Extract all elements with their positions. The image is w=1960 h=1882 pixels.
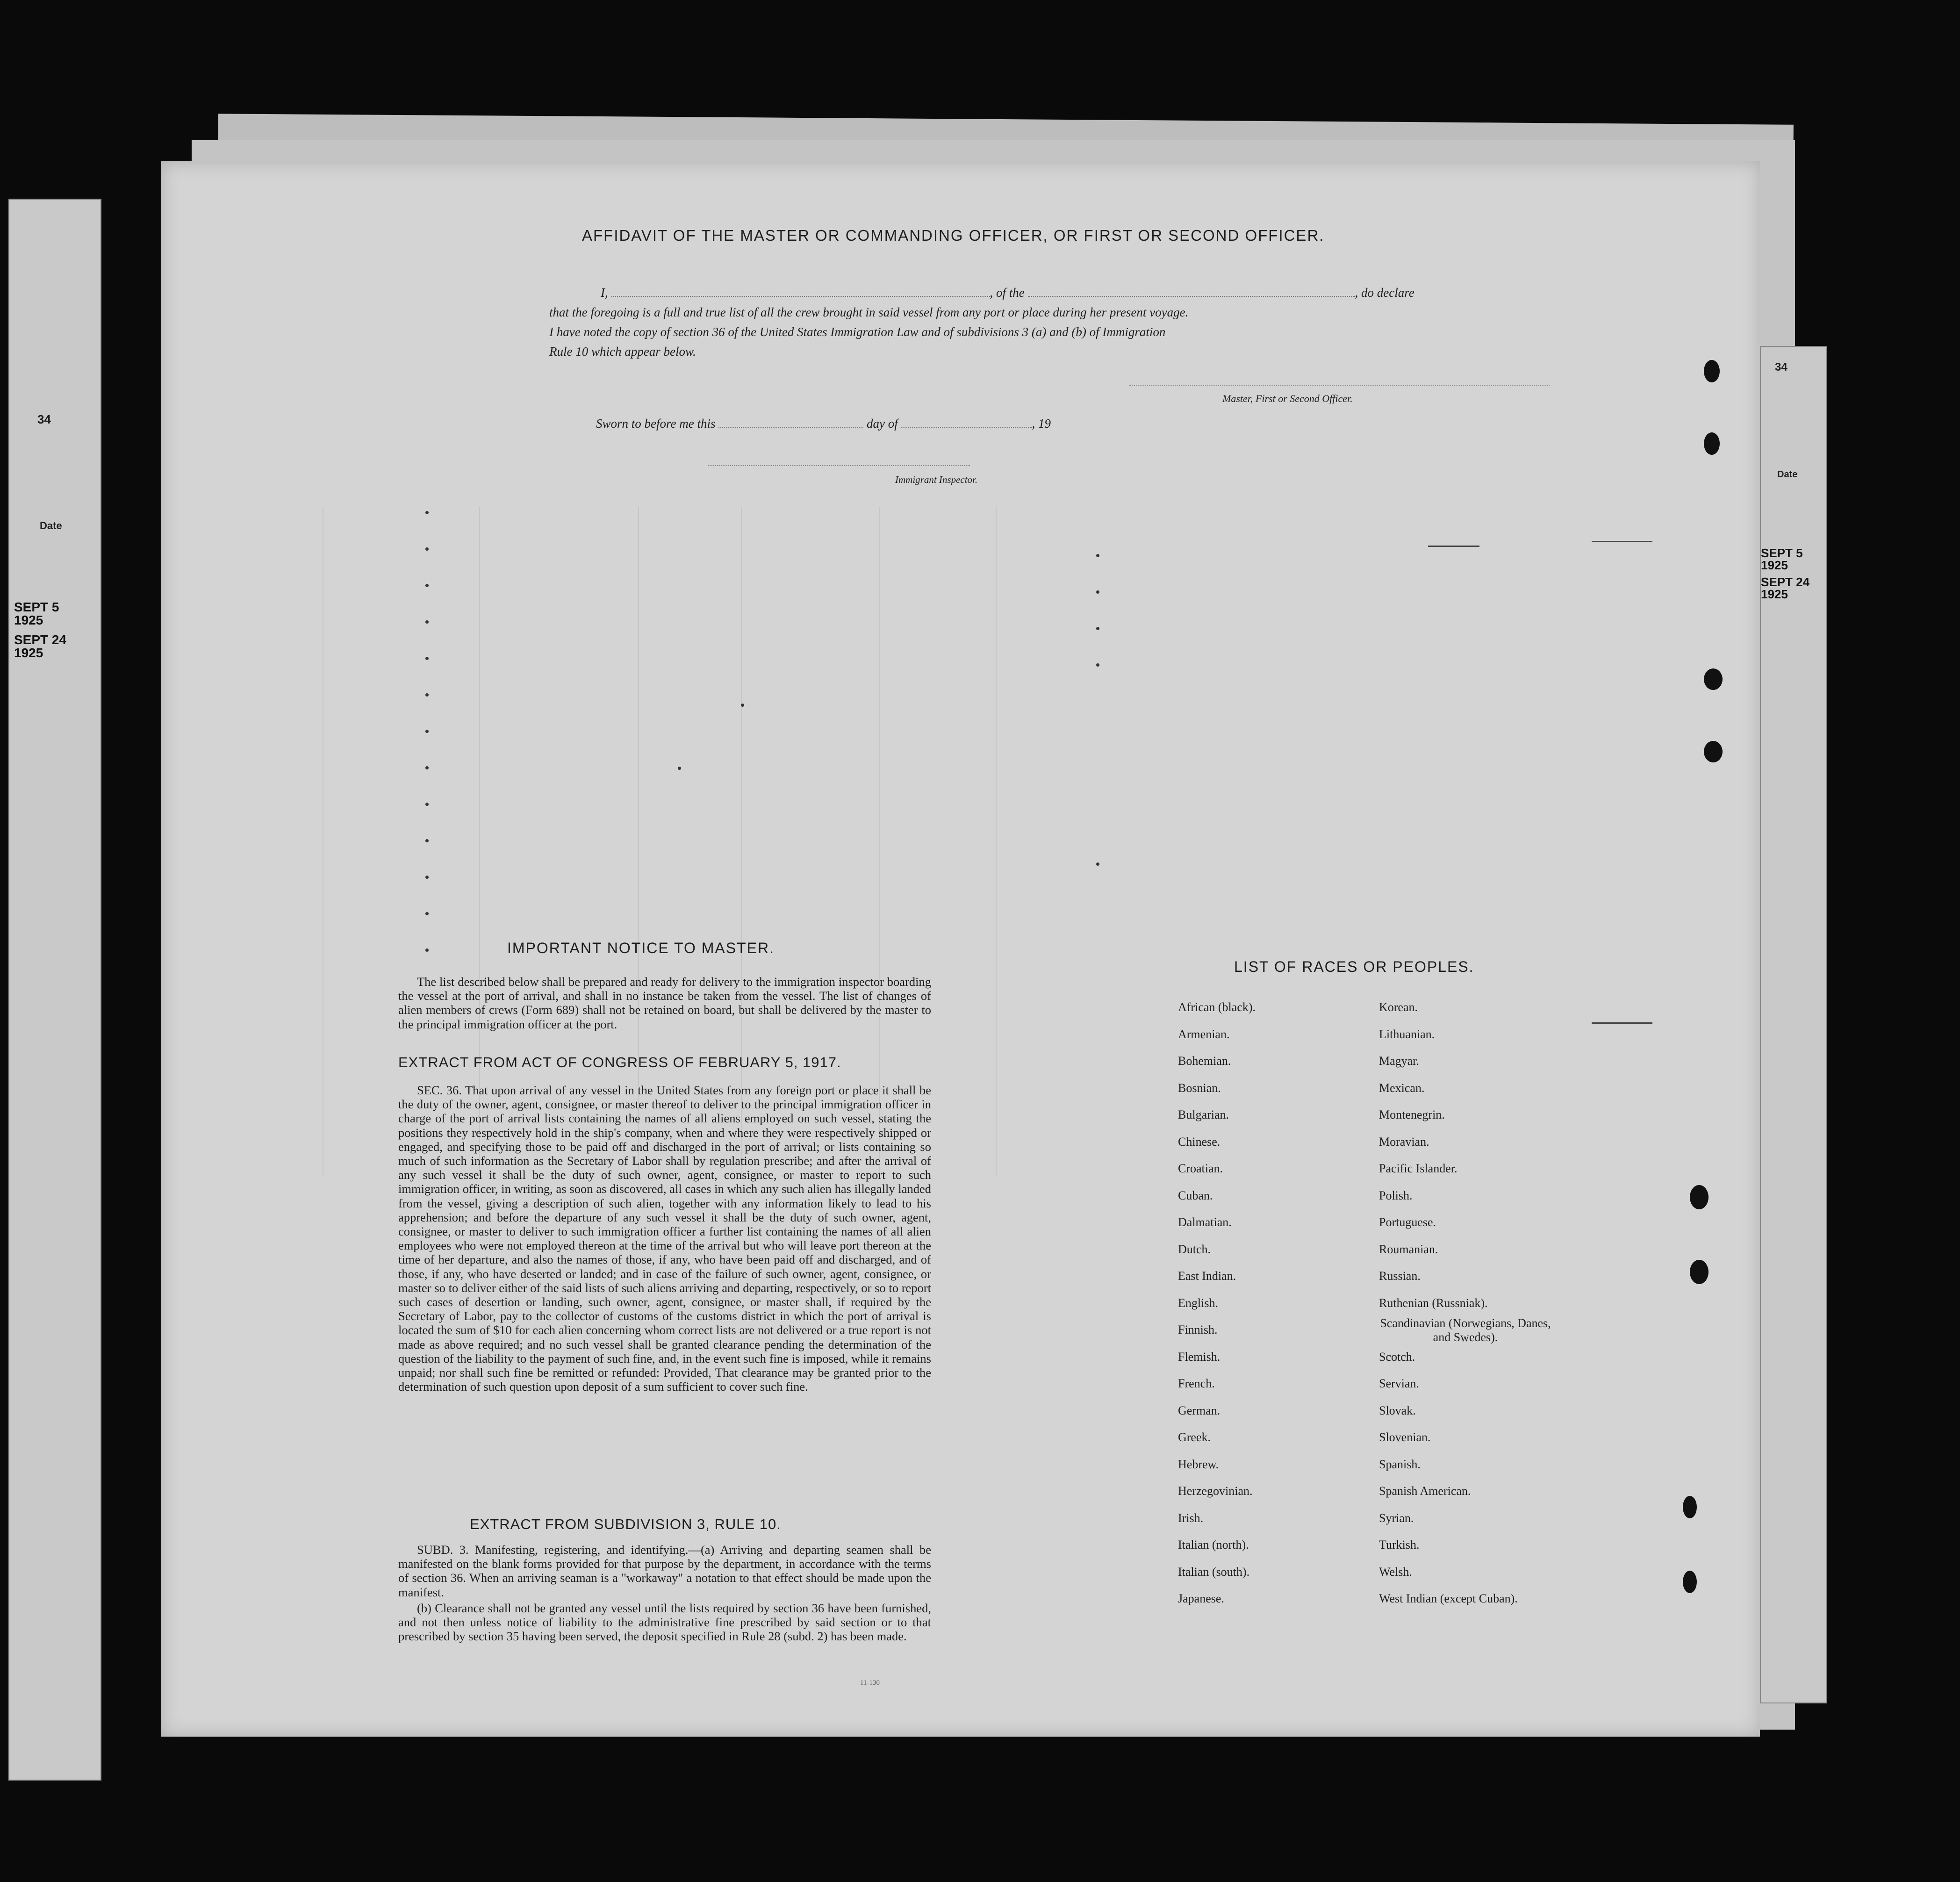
inspector-label: Immigrant Inspector. — [895, 474, 978, 485]
punch-hole — [1690, 1185, 1709, 1209]
act-extract-text: SEC. 36. That upon arrival of any vessel in the United States from any foreign port or place it shall be the duty of the owner, agent, consignee, or master thereof to deliver to the principal immigration officer in charge of the port of arrival lists containing the names of all aliens employed on such vessel, stating the positions they respectively hold in the ship's company, when and where they were respectively shipped or engaged, and specifying those to be paid off and discharged in the port of arrival; or lists containing so much of such information as the Secretary of Labor shall by regulation prescribe; and after the arrival of any such vessel it shall be the duty of such owner, agent, consignee, or master to report to such immigration officer, in writing, as soon as discovered, all cases in which any such alien has illegally landed from the vessel, giving a description of such alien, together with any information likely to lead to his apprehension; and before the departure of any such vessel it shall be the duty of such owner, agent, consignee, or master to deliver to such immigration officer a further list containing the names of all alien employees who were not employed thereon at the time of the arrival but who will leave port thereon at the time of her departure, and also the names of those, if any, who have been paid off and discharged, and of those, if any, who have deserted or landed; and in case of the failure of such owner, agent, consignee, or master so to deliver either of the said lists of such aliens arriving and departing, respectively, or so to report such cases of desertion or landing, such owner, agent, consignee, or master shall, if required by the Secretary of Labor, pay to the collector of customs of the customs district in which the port of arrival is located the sum of $10 for each alien concerning whom correct lists are not delivered or a true report is not made as above required; and no such vessel shall be granted clearance pending the determination of the question of the liability to the payment of such fine, and, in the event such fine is imposed, while it remains unpaid; nor shall such fine be remitted or refunded: Provided, That clearance may be granted prior to the determination of such question upon deposit of a sum sufficient to cover such fine. — [398, 1083, 931, 1394]
affidavit-line-3: I have noted the copy of section 36 of the United States Immigration Law and of subdivisions 3 (a) and (b) of Immigration — [549, 325, 1166, 339]
race-item: Scotch. — [1379, 1350, 1415, 1364]
master-signature-line[interactable] — [1129, 385, 1550, 386]
name-field[interactable] — [611, 296, 990, 297]
race-item: Slovak. — [1379, 1403, 1416, 1417]
row-dot — [741, 704, 744, 707]
manifest-page — [161, 161, 1760, 1737]
master-signature-label: Master, First or Second Officer. — [1222, 393, 1353, 404]
race-item: Korean. — [1379, 1000, 1418, 1014]
race-item: Bulgarian. — [1178, 1108, 1229, 1121]
dash-mark — [1428, 546, 1479, 547]
right-date-stamp: SEPT 5 1925 SEPT 24 1925 — [1761, 546, 1810, 601]
race-item: Mexican. — [1379, 1081, 1425, 1095]
ruled-column — [996, 507, 997, 1176]
right-page-number: 34 — [1775, 361, 1788, 374]
row-dot — [425, 730, 429, 733]
rule-extract-title: EXTRACT FROM SUBDIVISION 3, RULE 10. — [470, 1516, 781, 1532]
of-the: , of the — [990, 286, 1025, 300]
race-item: Russian. — [1379, 1269, 1421, 1283]
race-item: Ruthenian (Russniak). — [1379, 1296, 1488, 1310]
race-item: French. — [1178, 1377, 1215, 1390]
race-item: Servian. — [1379, 1377, 1419, 1390]
row-dot — [425, 948, 429, 952]
row-dot — [1096, 590, 1099, 594]
affidavit-declaration — [549, 283, 1592, 361]
race-item: East Indian. — [1178, 1269, 1236, 1283]
punch-hole — [1704, 668, 1723, 690]
ruled-column — [741, 507, 742, 1176]
race-item: Italian (north). — [1178, 1538, 1249, 1552]
punch-hole — [1704, 432, 1720, 455]
do-declare: , do declare — [1355, 286, 1414, 300]
ruled-column — [879, 507, 880, 1176]
row-dot — [425, 839, 429, 842]
race-item: Welsh. — [1379, 1565, 1412, 1579]
race-item: Turkish. — [1379, 1538, 1420, 1552]
vessel-field[interactable] — [1028, 296, 1355, 297]
race-item: Greek. — [1178, 1430, 1211, 1444]
race-item: Syrian. — [1379, 1511, 1414, 1525]
race-item: Flemish. — [1178, 1350, 1221, 1364]
races-left-column — [1178, 994, 1365, 1612]
punch-hole — [1704, 741, 1723, 762]
race-item: Scandinavian (Norwegians, Danes, and Swedes). — [1380, 1316, 1551, 1344]
race-item: Dutch. — [1178, 1242, 1211, 1256]
rule-extract-text-b: (b) Clearance shall not be granted any vessel until the lists required by section 36 have been furnished, and not then unless notice of liability to the administrative fine prescribed by said section or to that prescribed by section 35 having been served, the deposit specified in Rule 28 (subd. 2) has been made. — [398, 1601, 931, 1644]
row-dot — [425, 876, 429, 879]
race-item: Spanish. — [1379, 1457, 1421, 1471]
act-extract-title: EXTRACT FROM ACT OF CONGRESS OF FEBRUARY 5, 1917. — [398, 1054, 841, 1070]
row-dot — [425, 511, 429, 514]
affidavit-title: AFFIDAVIT OF THE MASTER OR COMMANDING OFFICER, OR FIRST OR SECOND OFFICER. — [582, 227, 1325, 244]
notice-text: The list described below shall be prepared and ready for delivery to the immigration inspector boarding the vessel at the port of arrival, and shall in no instance be taken from the vessel. The list of changes of alien members of crews (Form 689) shall not be retained on board, but shall be delivered by the master to the principal immigration officer at the port. — [398, 975, 931, 1031]
left-adjacent-page — [8, 199, 101, 1781]
race-item: Irish. — [1178, 1511, 1204, 1525]
race-item: Pacific Islander. — [1379, 1162, 1457, 1175]
sworn-line: Sworn to before me this day of , 19 — [596, 417, 1051, 431]
rule-extract-text-a: SUBD. 3. Manifesting, registering, and identifying.—(a) Arriving and departing seamen shall be manifested on the blank forms provided for that purpose by the department, in accordance with the terms of section 36. When an arriving seaman is a "workaway" a notation to that effect should be made upon the manifest. — [398, 1543, 931, 1599]
races-title: LIST OF RACES OR PEOPLES. — [1234, 958, 1474, 975]
form-number: 11-130 — [860, 1679, 880, 1687]
ruled-column — [479, 507, 480, 1176]
affidavit-line-2: that the foregoing is a full and true list of all the crew brought in said vessel from any port or place during her present voyage. — [549, 305, 1189, 319]
race-item: English. — [1178, 1296, 1218, 1310]
race-item: Bosnian. — [1178, 1081, 1221, 1095]
race-item: Herzegovinian. — [1178, 1484, 1253, 1498]
race-item: German. — [1178, 1403, 1221, 1417]
row-dot — [678, 767, 681, 770]
race-item: Bohemian. — [1178, 1054, 1231, 1068]
race-item: Moravian. — [1379, 1135, 1429, 1149]
row-dot — [425, 766, 429, 769]
row-dot — [425, 584, 429, 587]
race-item: Spanish American. — [1379, 1484, 1471, 1498]
race-item: Finnish. — [1178, 1323, 1218, 1336]
race-item: Lithuanian. — [1379, 1027, 1435, 1041]
race-item: Japanese. — [1178, 1592, 1224, 1605]
race-item: Cuban. — [1178, 1188, 1213, 1202]
race-item: Armenian. — [1178, 1027, 1230, 1041]
punch-hole — [1704, 360, 1720, 382]
inspector-signature-line[interactable] — [708, 465, 970, 466]
row-dot — [425, 803, 429, 806]
race-item: Montenegrin. — [1379, 1108, 1445, 1121]
ruled-column — [638, 507, 639, 1176]
race-item: African (black). — [1178, 1000, 1256, 1014]
punch-hole — [1683, 1571, 1697, 1593]
race-item: Slovenian. — [1379, 1430, 1431, 1444]
row-dot — [425, 620, 429, 624]
dash-mark — [1592, 541, 1652, 542]
race-item: Chinese. — [1178, 1135, 1221, 1149]
race-item: West Indian (except Cuban). — [1379, 1592, 1518, 1605]
races-right-column — [1379, 994, 1599, 1612]
race-item: Magyar. — [1379, 1054, 1419, 1068]
declaration-i: I, — [601, 286, 608, 300]
sworn-month-field[interactable] — [901, 427, 1032, 428]
race-item: Croatian. — [1178, 1162, 1223, 1175]
race-item: Roumanian. — [1379, 1242, 1438, 1256]
row-dot — [1096, 663, 1099, 667]
row-dot — [1096, 862, 1099, 866]
right-date-label: Date — [1777, 469, 1798, 480]
punch-hole — [1683, 1496, 1697, 1518]
sworn-day-field[interactable] — [718, 427, 863, 428]
right-adjacent-page — [1760, 346, 1827, 1703]
row-dot — [425, 693, 429, 697]
punch-hole — [1690, 1260, 1709, 1284]
race-item: Hebrew. — [1178, 1457, 1219, 1471]
race-item: Polish. — [1379, 1188, 1413, 1202]
affidavit-line-4: Rule 10 which appear below. — [549, 345, 696, 359]
left-date-stamp: SEPT 5 1925 SEPT 24 1925 — [14, 600, 67, 660]
row-dot — [1096, 554, 1099, 557]
row-dot — [425, 657, 429, 660]
row-dot — [425, 912, 429, 915]
dash-mark — [1592, 1022, 1652, 1024]
row-dot — [425, 547, 429, 551]
row-dot — [1096, 627, 1099, 630]
race-item: Portuguese. — [1379, 1215, 1436, 1229]
race-item: Dalmatian. — [1178, 1215, 1232, 1229]
left-date-label: Date — [40, 520, 62, 532]
notice-title: IMPORTANT NOTICE TO MASTER. — [507, 940, 775, 956]
left-page-number: 34 — [37, 412, 51, 426]
race-item: Italian (south). — [1178, 1565, 1250, 1579]
